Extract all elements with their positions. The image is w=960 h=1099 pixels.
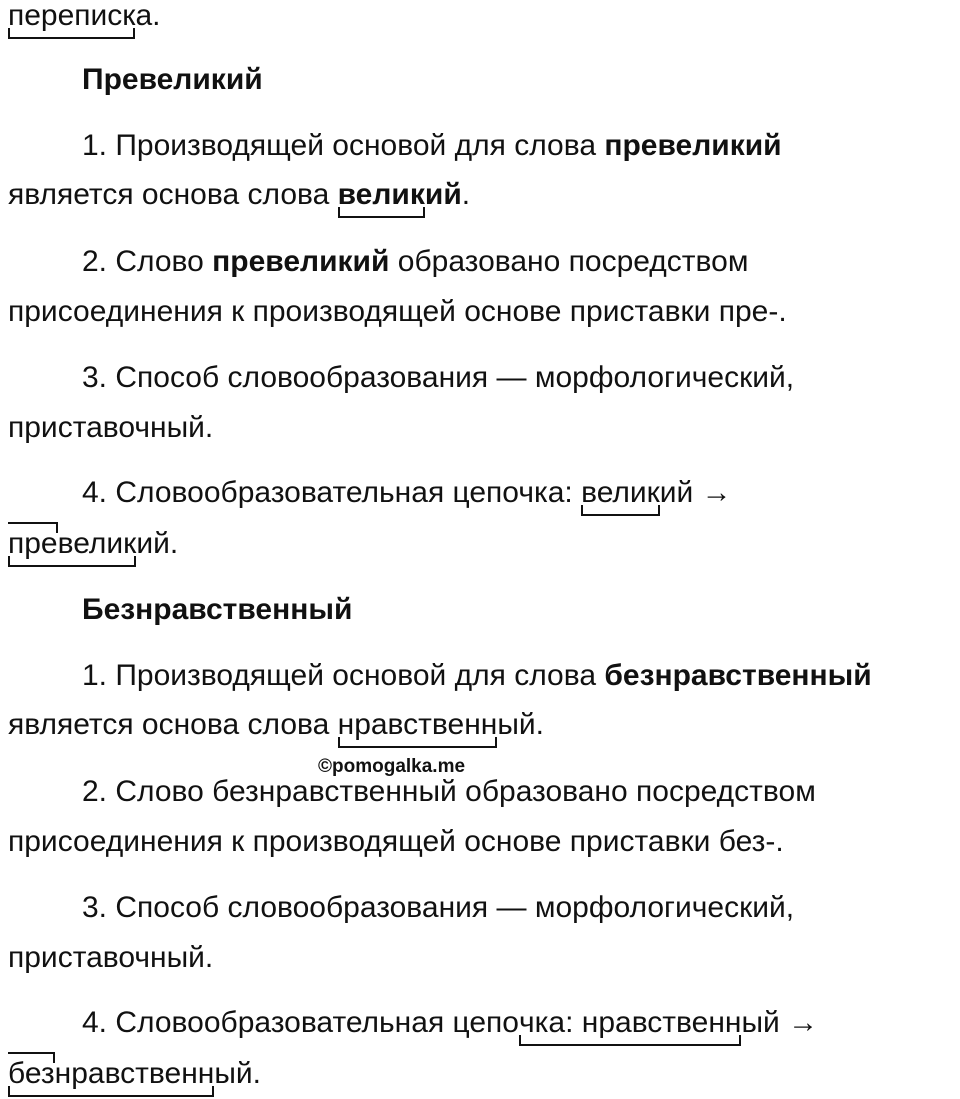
text: 4. Словообразовательная цепо (82, 1006, 519, 1039)
paragraph-line: 2. Слово безнравственный образовано посредством (82, 775, 816, 808)
paragraph-line (82, 242, 748, 282)
text: ий. (136, 527, 179, 560)
stem-mark: нравственн (338, 705, 498, 745)
text: 4. Словообразовательная цепочка: (82, 476, 582, 509)
text: 2. Слово (82, 245, 213, 278)
paragraph-line (8, 1054, 261, 1094)
bold-word: превеликий (604, 129, 782, 162)
watermark: ©pomogalka.me (318, 756, 466, 777)
paragraph-line (82, 473, 732, 513)
text-line-top (8, 0, 160, 36)
section-heading-1: Превеликий (82, 63, 263, 96)
stem-mark: велик (581, 473, 660, 513)
bold-word: превеликий (212, 245, 390, 278)
text: ый. (214, 1057, 261, 1090)
paragraph-line: 3. Способ словообразования — морфологический, (82, 361, 795, 394)
stem-mark (8, 1054, 214, 1094)
paragraph-line (8, 175, 470, 215)
paragraph-line: приставочный. (8, 411, 214, 444)
stem-mark: чка: нравственн (519, 1003, 741, 1043)
text: а. (135, 0, 161, 32)
paragraph-line (82, 126, 782, 166)
text: образовано посредством (389, 245, 749, 278)
text: велик (57, 527, 137, 560)
stem-mark: переписк (8, 0, 135, 36)
paragraph-line: присоединения к производящей основе приставки без-. (8, 825, 784, 858)
prefix-mark: пре (8, 524, 58, 564)
text: является основа слова (8, 708, 338, 741)
prefix-mark: без (8, 1054, 55, 1094)
text: ый → (741, 1006, 819, 1039)
text: ый. (497, 708, 544, 741)
text: является основа слова (8, 178, 338, 211)
paragraph-line (82, 656, 872, 696)
stem-mark: велик (338, 175, 425, 215)
text: 1. Производящей основой для слова (82, 129, 605, 162)
paragraph-line: приставочный. (8, 941, 214, 974)
paragraph-line: 3. Способ словообразования — морфологический, (82, 891, 795, 924)
text: нравственн (54, 1057, 215, 1090)
paragraph-line (8, 524, 178, 564)
stem-mark (8, 524, 136, 564)
paragraph-line (8, 705, 544, 745)
text: . (461, 178, 471, 211)
text: 1. Производящей основой для слова (82, 659, 605, 692)
text: ий → (659, 476, 732, 509)
bold-word: безнравственный (604, 659, 872, 692)
section-heading-2: Безнравственный (82, 593, 353, 626)
text: ий (424, 178, 462, 211)
paragraph-line (82, 1003, 818, 1043)
paragraph-line: присоединения к производящей основе приставки пре-. (8, 295, 787, 328)
